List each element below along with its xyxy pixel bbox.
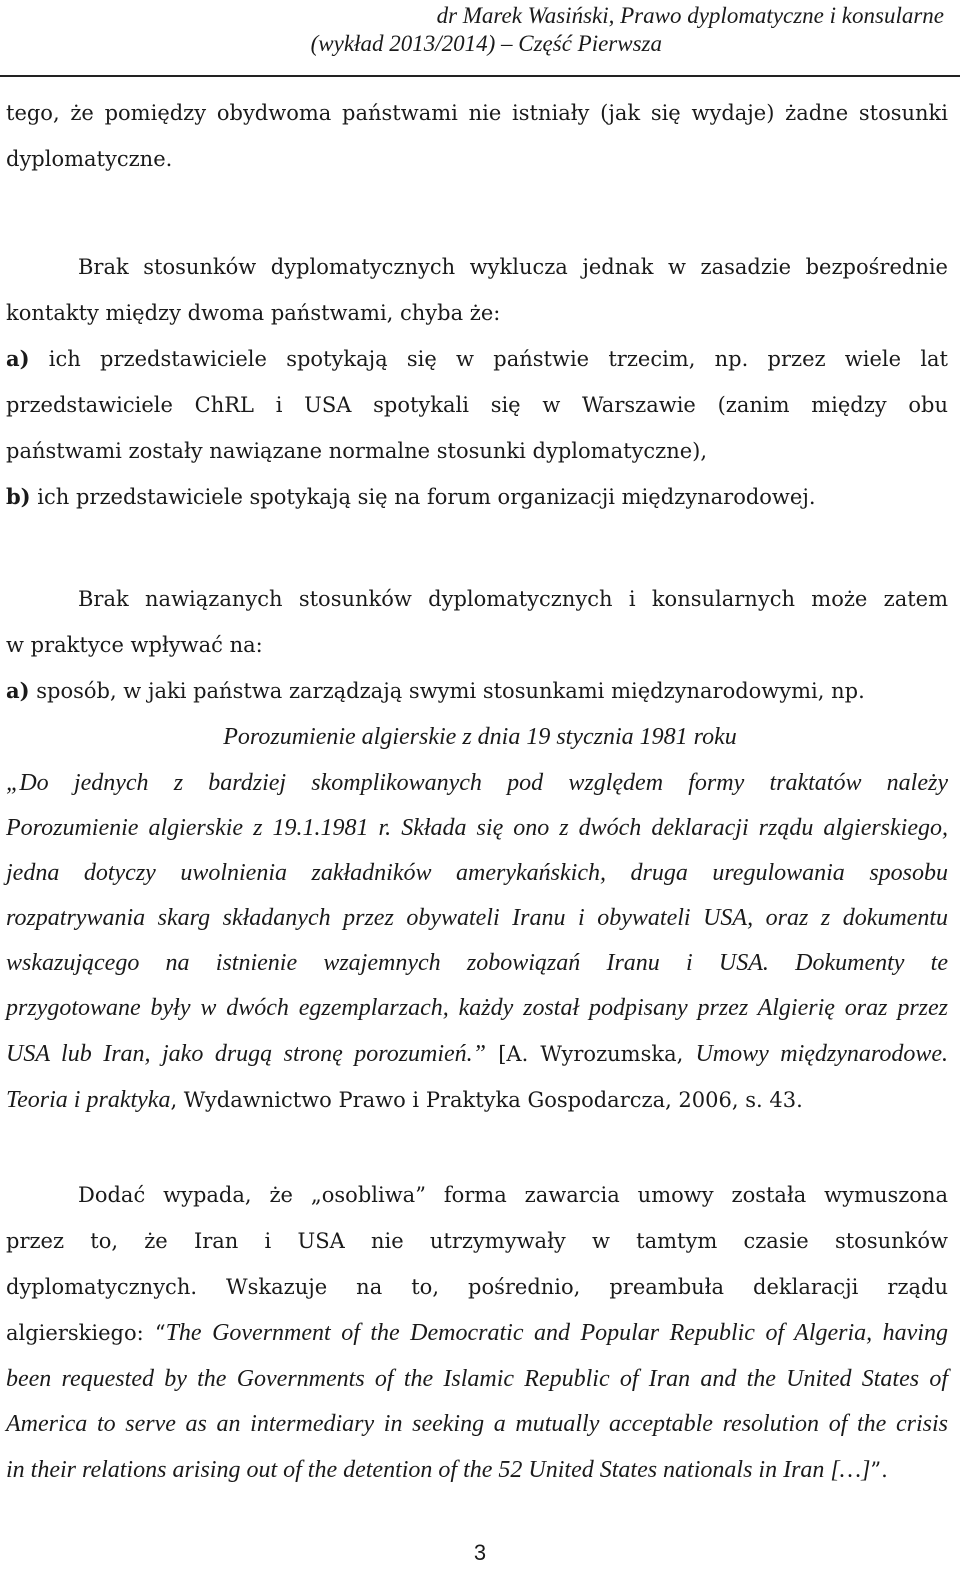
page-number: 3 [473, 1540, 487, 1565]
text-line: państwami zostały nawiązane normalne stosunki dyplomatyczne), [6, 439, 708, 463]
list-marker: a) [6, 678, 30, 703]
text-line: tego, że pomiędzy obydwoma państwami nie istniały (jak się wydaje) żadne stosunki [6, 101, 948, 125]
text-line: Brak stosunków dyplomatycznych wyklucza jednak w zasadzie bezpośrednie [78, 255, 948, 279]
quote-span: The Government of the Democratic and Popular Republic of Algeria, having [165, 1320, 948, 1346]
list-text: ich przedstawiciele spotykają się w państwie trzecim, np. przez wiele lat [29, 347, 948, 371]
text-span: algierskiego: “ [6, 1321, 166, 1345]
quote-line: jedna dotyczy uwolnienia zakładników amerykańskich, druga uregulowania sposobu [6, 860, 948, 886]
quote-line: przygotowane były w dwóch egzemplarzach, każdy został podpisany przez Algierię oraz przez [6, 995, 948, 1021]
list-item-a [6, 344, 948, 374]
header-lecture-part: (wykład 2013/2014) – Część Pierwsza [310, 31, 662, 56]
list-marker: a) [6, 346, 30, 371]
quote-line: wskazującego na istnienie wzajemnych zobowiązań Iranu i USA. Dokumenty te [6, 950, 948, 976]
quote-line: been requested by the Governments of the Islamic Republic of Iran and the United States of [6, 1366, 948, 1392]
quote-end: ”. [870, 1458, 888, 1482]
text-line [6, 1318, 948, 1348]
citation-title: Umowy międzynarodowe. [695, 1041, 949, 1067]
quote-line: rozpatrywania skarg składanych przez obywateli Iranu i obywateli USA, oraz z dokumentu [6, 905, 948, 931]
text-line: w praktyce wpływać na: [6, 633, 263, 657]
quote-line: America to serve as an intermediary in seeking a mutually acceptable resolution of the crisis [6, 1411, 948, 1437]
list-item-a [6, 676, 948, 706]
text-line: Brak nawiązanych stosunków dyplomatycznych i konsularnych może zatem [78, 587, 948, 611]
quote-heading: Porozumienie algierskie z dnia 19 stycznia 1981 roku [223, 724, 737, 750]
citation-title: Teoria i praktyka [6, 1087, 171, 1113]
citation-line [6, 1039, 948, 1069]
text-line: Dodać wypada, że „osobliwa” forma zawarcia umowy została wymuszona [78, 1183, 948, 1207]
text-line: przedstawiciele ChRL i USA spotykali się w Warszawie (zanim między obu [6, 393, 948, 417]
quote-span: in their relations arising out of the detention of the 52 United States nationals in Iran […] [6, 1457, 871, 1483]
quote-line: „Do jednych z bardziej skomplikowanych pod względem formy traktatów należy [6, 770, 948, 796]
citation-publisher: , Wydawnictwo Prawo i Praktyka Gospodarcza, 2006, s. 43. [170, 1088, 803, 1112]
citation-author: [A. Wyrozumska, [486, 1042, 696, 1066]
citation-line [6, 1085, 948, 1115]
text-line: dyplomatycznych. Wskazuje na to, pośrednio, preambuła deklaracji rządu [6, 1275, 948, 1299]
header-divider [0, 75, 960, 77]
list-text: ich przedstawiciele spotykają się na forum organizacji międzynarodowej. [30, 485, 816, 509]
list-marker: b) [6, 484, 31, 509]
header-author-title: dr Marek Wasiński, Prawo dyplomatyczne i konsularne [436, 3, 944, 28]
quote-line [6, 1455, 948, 1485]
quote-line: Porozumienie algierskie z 19.1.1981 r. Składa się ono z dwóch deklaracji rządu algierskiego, [6, 815, 948, 841]
text-line: kontakty między dwoma państwami, chyba że: [6, 301, 501, 325]
list-text: sposób, w jaki państwa zarządzają swymi stosunkami międzynarodowymi, np. [29, 679, 865, 703]
text-line: przez to, że Iran i USA nie utrzymywały w tamtym czasie stosunków [6, 1229, 948, 1253]
quote-end: USA lub Iran, jako drugą stronę porozumień.” [6, 1041, 487, 1067]
text-line: dyplomatyczne. [6, 147, 173, 171]
list-item-b [6, 482, 948, 512]
